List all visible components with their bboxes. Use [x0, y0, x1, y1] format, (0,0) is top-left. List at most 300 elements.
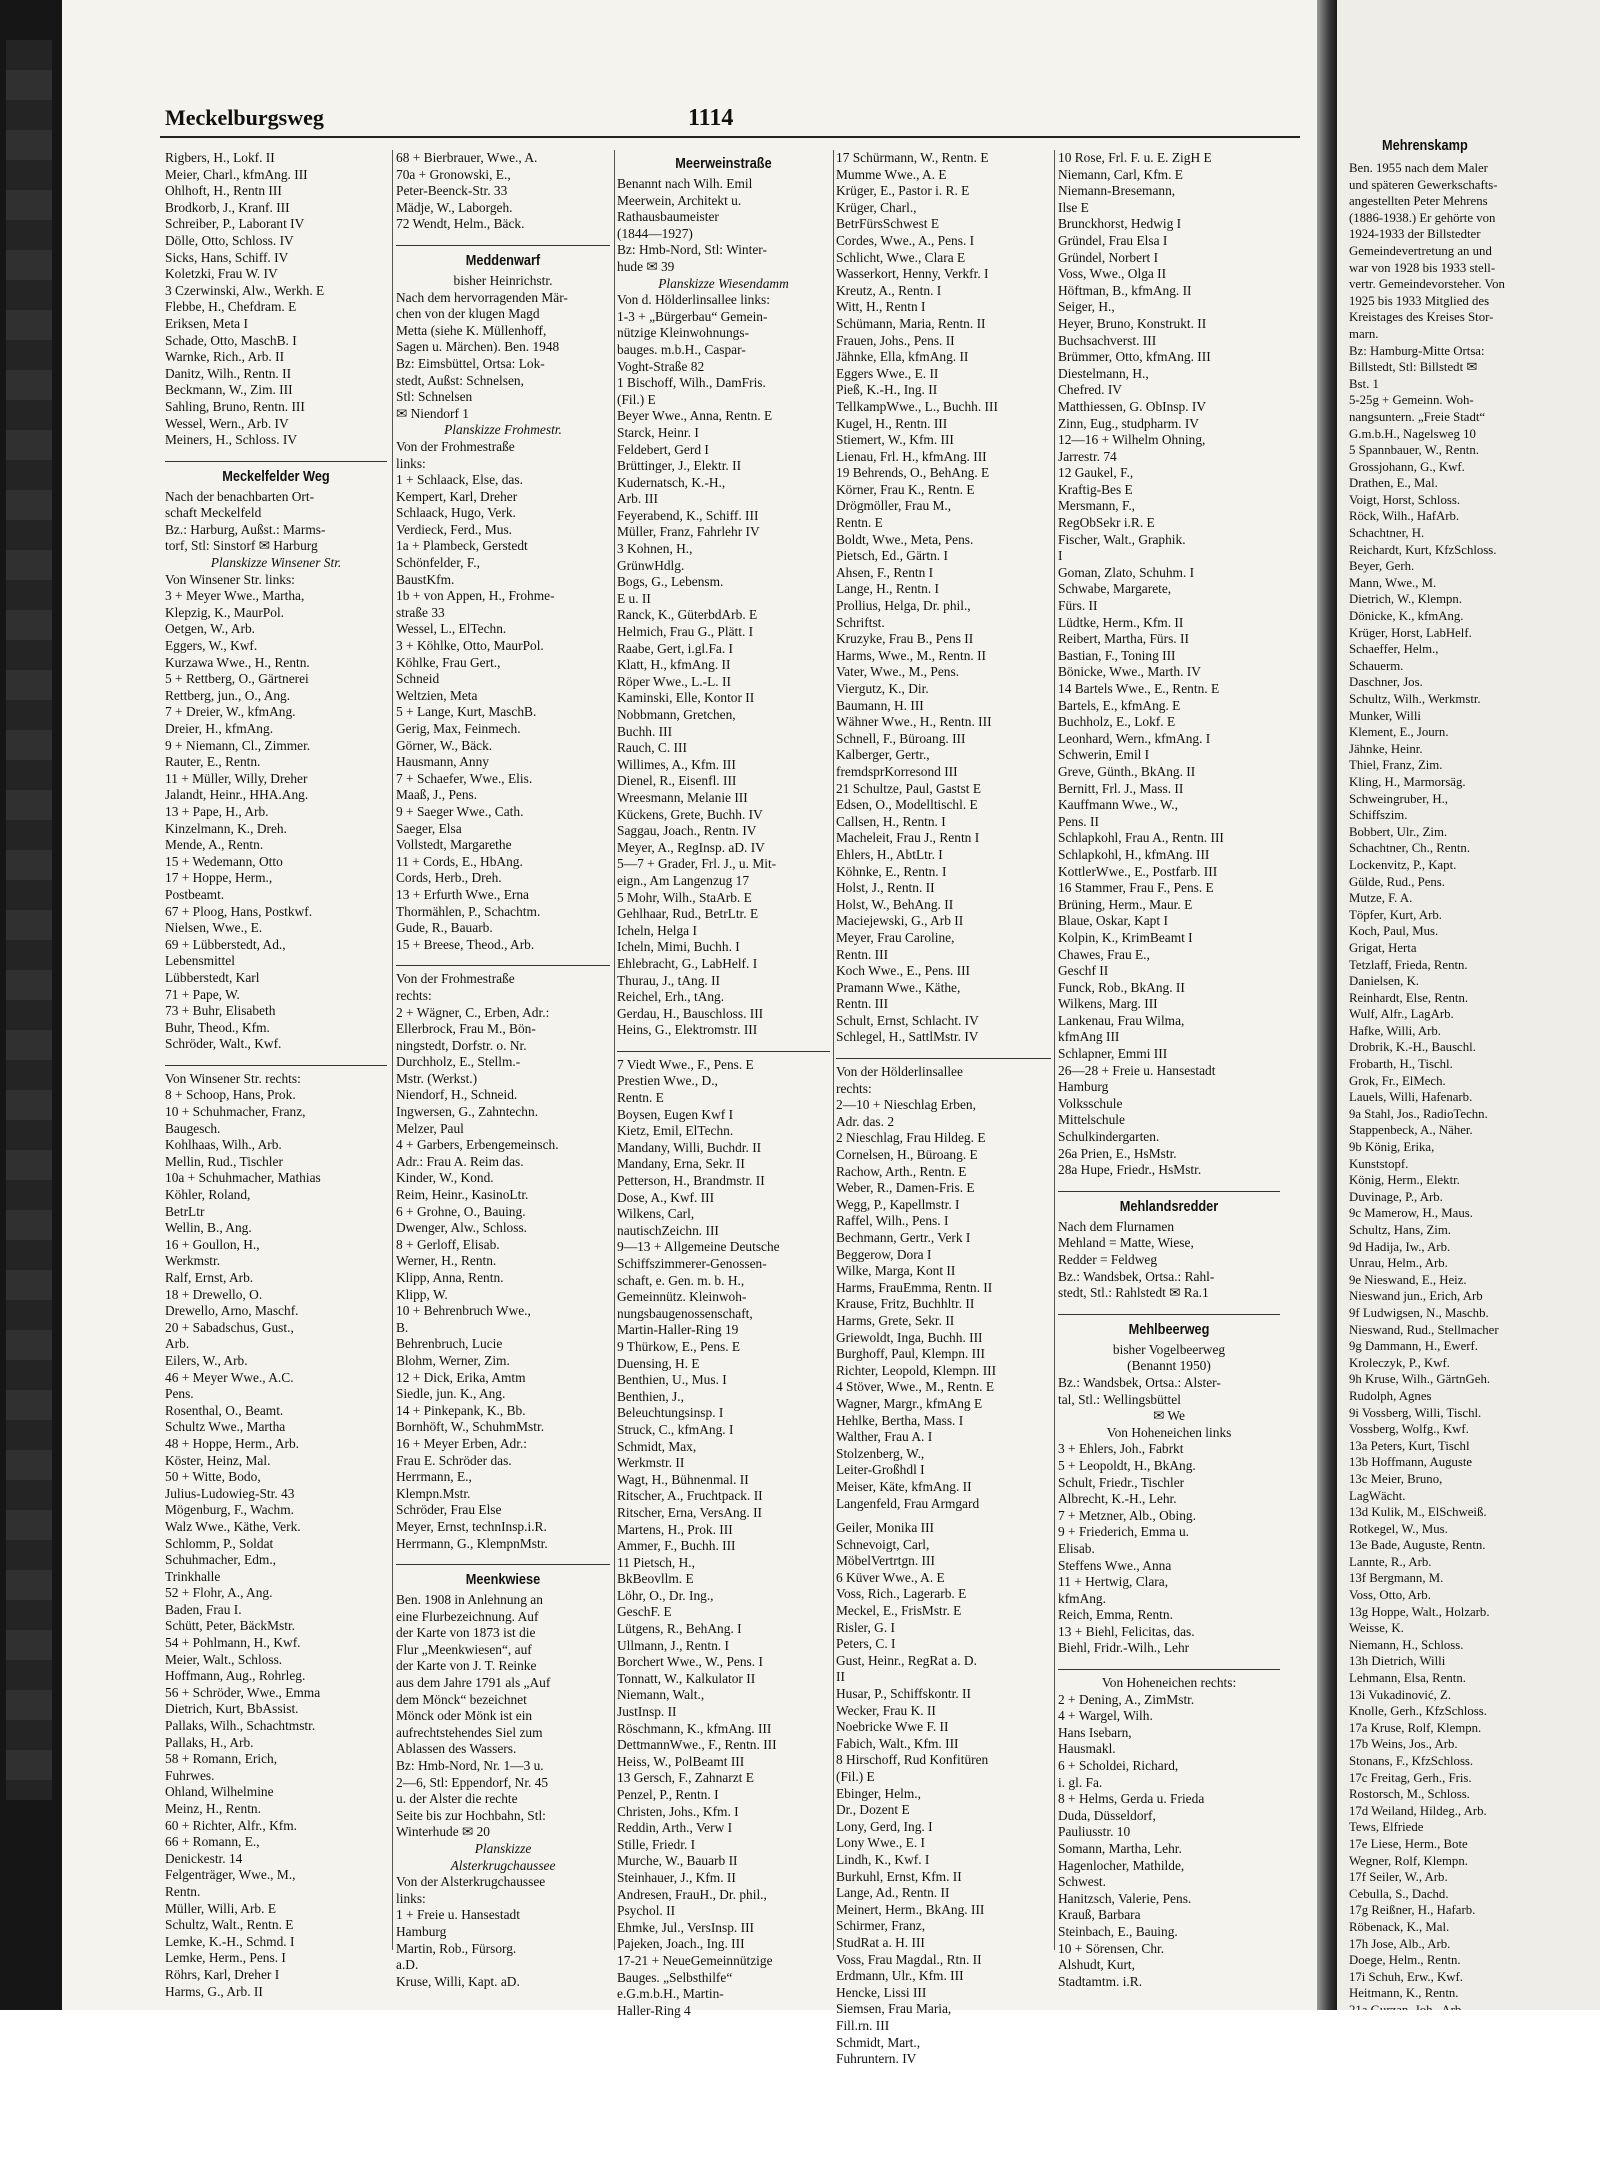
directory-line: Ullmann, J., Rentn. I: [617, 1637, 729, 1653]
centered-note: (Benannt 1950): [1127, 1358, 1211, 1374]
directory-line: Sagen u. Märchen). Ben. 1948: [396, 339, 560, 355]
directory-line: 9e Nieswand, E., Heiz.: [1349, 1272, 1467, 1287]
plan-note: Planskizze Wiesendamm: [658, 275, 789, 291]
directory-line: marn.: [1349, 326, 1379, 341]
directory-line: 48 + Hoppe, Herm., Arb.: [165, 1435, 299, 1451]
directory-line: Niendorf, H., Schneid.: [396, 1087, 518, 1103]
directory-line: 9g Dammann, H., Ewerf.: [1349, 1339, 1478, 1354]
directory-line: aus dem Jahre 1791 als „Auf: [396, 1675, 551, 1691]
plan-note: Planskizze: [474, 1841, 532, 1856]
directory-line: Nach dem hervorragenden Mär-: [396, 289, 568, 305]
directory-line: Ritscher, Erna, VersAng. II: [617, 1504, 762, 1520]
directory-line: links:: [396, 455, 426, 471]
directory-line: Müller, Willi, Arb. E: [165, 1900, 277, 1916]
directory-line: Brüning, Herm., Maur. E: [1058, 896, 1193, 912]
directory-line: Ellerbrock, Frau M., Bön-: [396, 1021, 536, 1037]
directory-line: Nieswand jun., Erich, Arb: [1349, 1289, 1483, 1304]
directory-line: Maaß, J., Pens.: [396, 787, 478, 803]
directory-line: Koch, Paul, Mus.: [1349, 924, 1439, 939]
directory-line: 16 + Meyer Erben, Adr.:: [396, 1435, 528, 1451]
directory-line: Stiemert, W., Kfm. III: [836, 432, 954, 448]
directory-line: Schultz, Wilh., Werkmstr.: [1349, 692, 1481, 706]
directory-line: Reddin, Arth., Verw I: [617, 1820, 733, 1836]
centered-note: Von Hoheneichen links: [1106, 1424, 1232, 1440]
directory-line: eine Flurbezeichnung. Auf: [396, 1608, 539, 1624]
directory-line: Mittelschule: [1058, 1112, 1125, 1128]
directory-line: Bobbert, Ulr., Zim.: [1349, 824, 1448, 839]
directory-line: Schwabe, Margarete,: [1058, 581, 1172, 597]
directory-line: Brodkorb, J., Kranf. III: [165, 199, 290, 215]
directory-line: Verdieck, Ferd., Mus.: [396, 521, 513, 537]
directory-line: der Karte von 1873 ist die: [396, 1625, 536, 1641]
directory-line: Holst, W., BehAng. II: [836, 896, 954, 912]
directory-line: Cords, Herb., Dreh.: [396, 870, 502, 886]
directory-line: Sahling, Bruno, Rentn. III: [165, 398, 305, 414]
directory-line: Dölle, Otto, Schloss. IV: [165, 232, 294, 248]
directory-line: 8 Hirschoff, Rud Konfitüren: [836, 1752, 989, 1768]
directory-line: Schönfelder, F.,: [396, 555, 480, 571]
directory-line: war von 1928 bis 1933 stell-: [1349, 260, 1496, 275]
directory-line: Dr., Dozent E: [836, 1802, 910, 1818]
directory-line: Ilse E: [1058, 199, 1089, 215]
directory-line: 17c Freitag, Gerh., Fris.: [1349, 1770, 1472, 1785]
directory-line: 9h Kruse, Wilh., GärtnGeh.: [1349, 1372, 1491, 1387]
directory-line: 11 + Müller, Willy, Dreher: [165, 770, 308, 786]
directory-line: 17g Reißner, H., Hafarb.: [1349, 1903, 1476, 1918]
thumb-index-strip: [6, 40, 52, 1800]
directory-line: stedt, Außst: Schnelsen,: [396, 372, 524, 388]
directory-line: Ben. 1955 nach dem Maler: [1349, 161, 1488, 175]
directory-line: Leonhard, Wern., kfmAng. I: [1058, 730, 1211, 746]
directory-line: Harms, FrauEmma, Rentn. II: [836, 1279, 993, 1295]
directory-line: 56 + Schröder, Wwe., Emma: [165, 1684, 321, 1700]
directory-line: Ohland, Wilhelmine: [165, 1784, 274, 1800]
directory-line: Steinbach, E., Bauing.: [1058, 1923, 1178, 1939]
directory-line: Mersmann, F.,: [1058, 498, 1136, 514]
directory-line: Benannt nach Wilh. Emil: [617, 176, 753, 191]
directory-line: Wilkens, Marg. III: [1058, 996, 1158, 1012]
directory-line: 12—16 + Wilhelm Ohning,: [1058, 432, 1206, 448]
directory-line: Geschf II: [1058, 963, 1109, 979]
directory-line: aufrechtstehendes Siel zum: [396, 1724, 543, 1740]
directory-line: (Fil.) E: [836, 1769, 875, 1784]
directory-line: 17d Weiland, Hildeg., Arb.: [1349, 1803, 1487, 1818]
directory-line: Greve, Günth., BkAng. II: [1058, 763, 1196, 779]
directory-line: Kurzawa Wwe., H., Rentn.: [165, 654, 310, 670]
directory-line: TellkampWwe., L., Buchh. III: [836, 398, 998, 414]
directory-line: Stappenbeck, A., Näher.: [1349, 1123, 1473, 1138]
directory-line: Rigbers, H., Lokf. II: [165, 150, 275, 165]
directory-line: 17i Schuh, Erw., Kwf.: [1349, 1969, 1463, 1984]
directory-line: Kugel, H., Rentn. III: [836, 415, 948, 431]
directory-line: Lange, Ad., Rentn. II: [836, 1885, 950, 1901]
directory-line: StudRat a. H. III: [836, 1934, 925, 1950]
directory-line: Langenfeld, Frau Armgard: [836, 1495, 980, 1511]
directory-line: 8 + Helms, Gerda u. Frieda: [1058, 1791, 1205, 1807]
directory-line: fremdsprKorresond III: [836, 763, 958, 779]
directory-line: Volksschule: [1058, 1095, 1123, 1111]
directory-line: 9b König, Erika,: [1349, 1140, 1435, 1155]
directory-line: Callsen, H., Rentn. I: [836, 813, 946, 829]
directory-line: Stonans, F., KfzSchloss.: [1349, 1754, 1474, 1768]
directory-line: nützige Kleinwohnungs-: [617, 325, 750, 341]
directory-line: Grigat, Herta: [1349, 940, 1417, 955]
directory-line: Postbeamt.: [165, 886, 225, 902]
directory-line: 9a Stahl, Jos., RadioTechn.: [1349, 1106, 1488, 1121]
directory-line: Meier, Walt., Schloss.: [165, 1651, 283, 1667]
section-rule: [1058, 1660, 1280, 1670]
directory-line: Schwerin, Emil I: [1058, 747, 1150, 763]
directory-line: Voght-Straße 82: [617, 358, 705, 374]
directory-line: Meyer, Ernst, technInsp.i.R.: [396, 1518, 547, 1534]
directory-line: Gülde, Rud., Pens.: [1349, 874, 1445, 889]
directory-line: Helmich, Frau G., Plätt. I: [617, 624, 754, 640]
directory-line: 9f Ludwigsen, N., Maschb.: [1349, 1305, 1489, 1320]
directory-line: DettmannWwe., F., Rentn. III: [617, 1737, 777, 1753]
directory-line: Hamburg: [396, 1923, 447, 1939]
directory-line: Tews, Elfriede: [1349, 1820, 1424, 1835]
section-rule: [836, 1049, 1051, 1059]
directory-line: Ablassen des Wassers.: [396, 1741, 517, 1757]
directory-line: Holst, J., Rentn. II: [836, 880, 935, 896]
directory-line: Niemann, Walt.,: [617, 1687, 705, 1703]
directory-line: Bz: Hmb-Nord, Stl: Winter-: [617, 242, 767, 258]
directory-line: Bornhöft, W., SchuhmMstr.: [396, 1419, 545, 1435]
directory-line: 4 Stöver, Wwe., M., Rentn. E: [836, 1379, 995, 1395]
street-heading: Meckelfelder Weg: [222, 467, 330, 485]
directory-line: Bauges. „Selbsthilfe“: [617, 1969, 733, 1985]
directory-line: Edsen, O., Modelltischl. E: [836, 797, 978, 813]
column-divider: [1054, 150, 1055, 1950]
column-5: [1058, 150, 1280, 1989]
directory-line: Thurau, J., tAng. II: [617, 972, 721, 988]
directory-line: Walz Wwe., Käthe, Verk.: [165, 1518, 301, 1534]
directory-line: 6 + Scholdei, Richard,: [1058, 1758, 1179, 1774]
directory-line: 11 + Cords, E., HbAng.: [396, 853, 523, 869]
directory-line: Flur „Meenkwiesen“, auf: [396, 1641, 532, 1657]
directory-line: Siedle, jun. K., Ang.: [396, 1386, 506, 1402]
section-rule: [1058, 1305, 1280, 1315]
directory-line: 13 + Erfurth Wwe., Erna: [396, 886, 529, 902]
directory-line: Beggerow, Dora I: [836, 1246, 932, 1262]
directory-line: Risler, G. I: [836, 1619, 895, 1635]
directory-line: 5 Spannbauer, W., Rentn.: [1349, 443, 1479, 458]
directory-line: Schuhmacher, Edm.,: [165, 1552, 277, 1568]
directory-line: 13d Kulik, M., ElSchweiß.: [1349, 1505, 1487, 1520]
column-divider: [614, 150, 615, 1950]
directory-line: Kling, H., Marmorsäg.: [1349, 774, 1466, 789]
plan-note: Planskizze Frohmestr.: [444, 422, 562, 438]
directory-line: Murche, W., Bauarb II: [617, 1853, 738, 1869]
directory-line: Willimes, A., Kfm. III: [617, 756, 736, 772]
directory-line: Meiners, H., Schloss. IV: [165, 432, 298, 448]
directory-line: tal, Stl.: Wellingsbüttel: [1058, 1391, 1181, 1407]
directory-line: 20 + Sabadschus, Gust.,: [165, 1319, 294, 1335]
directory-line: Hehlke, Bertha, Mass. I: [836, 1412, 964, 1428]
directory-line: 17h Jose, Alb., Arb.: [1349, 1936, 1451, 1951]
directory-line: Voss, Otto, Arb.: [1349, 1588, 1431, 1603]
directory-line: Werkmstr. II: [617, 1455, 685, 1471]
directory-line: JustInsp. II: [617, 1704, 677, 1720]
directory-line: Feyerabend, K., Schiff. III: [617, 507, 759, 523]
directory-line: Klepzig, K., MaurPol.: [165, 604, 285, 620]
directory-line: Kempert, Karl, Dreher: [396, 488, 518, 504]
directory-line: Pieß, K.-H., Ing. II: [836, 382, 938, 398]
next-page-fragment: [1337, 0, 1600, 2010]
directory-line: Schult, Ernst, Schlacht. IV: [836, 1012, 979, 1028]
directory-line: Klipp, W.: [396, 1286, 448, 1302]
directory-line: LagWächt.: [1349, 1488, 1406, 1503]
directory-line: Rathausbaumeister: [617, 209, 719, 225]
directory-line: Reichel, Erh., tAng.: [617, 989, 725, 1005]
directory-line: 8 + Gerloff, Elisab.: [396, 1236, 500, 1252]
column-1: [165, 150, 387, 1999]
directory-line: Griewoldt, Inga, Buchh. III: [836, 1329, 983, 1345]
directory-line: 21 Schultze, Paul, Gastst E: [836, 780, 982, 796]
directory-line: Wähner Wwe., H., Rentn. III: [836, 714, 992, 730]
directory-line: 26a Prien, E., HsMstr.: [1058, 1145, 1177, 1161]
directory-line: Schulkindergarten.: [1058, 1129, 1160, 1145]
directory-line: Icheln, Helga I: [617, 922, 697, 938]
column-divider: [833, 150, 834, 1950]
directory-line: Mögenburg, F., Wachm.: [165, 1502, 295, 1518]
directory-line: Schnevoigt, Carl,: [836, 1536, 930, 1552]
directory-line: Weber, R., Damen-Fris. E: [836, 1180, 975, 1196]
directory-line: Wecker, Frau K. II: [836, 1702, 936, 1718]
directory-line: Körner, Frau K., Rentn. E: [836, 481, 975, 497]
directory-line: 14 + Pinkepank, K., Bb.: [396, 1402, 526, 1418]
directory-line: Burghoff, Paul, Klempn. III: [836, 1346, 986, 1362]
directory-line: Harms, Wwe., M., Rentn. II: [836, 647, 986, 663]
directory-line: Kruse, Willi, Kapt. aD.: [396, 1973, 520, 1989]
directory-line: Wilkens, Carl,: [617, 1206, 695, 1222]
directory-line: 13 + Biehl, Felicitas, das.: [1058, 1623, 1195, 1639]
directory-line: Unrau, Helm., Arb.: [1349, 1256, 1448, 1271]
directory-line: 26—28 + Freie u. Hansestadt: [1058, 1062, 1216, 1078]
directory-line: Nobbmann, Gretchen,: [617, 707, 736, 722]
directory-line: Fuhrwes.: [165, 1767, 215, 1783]
directory-line: Felgenträger, Wwe., M.,: [165, 1867, 296, 1883]
directory-line: Bernitt, Frl. J., Mass. II: [1058, 780, 1184, 796]
directory-line: Wegner, Rolf, Klempn.: [1349, 1853, 1468, 1868]
directory-line: Kraftig-Bes E: [1058, 481, 1133, 497]
directory-line: rechts:: [836, 1080, 872, 1096]
directory-line: Gründel, Frau Elsa I: [1058, 232, 1168, 248]
directory-line: Schriftst.: [836, 614, 885, 630]
directory-line: Ohlhoft, H., Rentn III: [165, 183, 282, 199]
directory-line: chen von der klugen Magd: [396, 306, 540, 322]
directory-line: Somann, Martha, Lehr.: [1058, 1841, 1182, 1856]
directory-line: Penzel, P., Rentn. I: [617, 1787, 719, 1802]
directory-line: 2 + Dening, A., ZimMstr.: [1058, 1691, 1195, 1707]
directory-line: Röschmann, K., kfmAng. III: [617, 1720, 772, 1736]
directory-line: Kietz, Emil, ElTechn.: [617, 1123, 734, 1139]
directory-line: rechts:: [396, 987, 432, 1003]
scan-left-edge: [0, 0, 62, 2010]
directory-line: Denickestr. 14: [165, 1850, 243, 1866]
directory-line: Beleuchtungsinsp. I: [617, 1405, 724, 1421]
directory-line: Pallaks, Wilh., Schachtmstr.: [165, 1718, 316, 1734]
directory-line: Petterson, H., Brandmstr. II: [617, 1173, 765, 1189]
directory-line: Mumme Wwe., A. E: [836, 166, 947, 182]
directory-line: Bz.: Wandsbek, Ortsa.: Rahl-: [1058, 1268, 1215, 1284]
directory-line: Munker, Willi: [1349, 708, 1421, 723]
section-rule: [617, 1042, 830, 1052]
directory-line: Görner, W., Bäck.: [396, 737, 493, 753]
directory-line: der Karte von J. T. Reinke: [396, 1658, 537, 1674]
directory-line: Kalberger, Gertr.,: [836, 747, 930, 763]
directory-line: 2 Nieschlag, Frau Hildeg. E: [836, 1130, 986, 1146]
directory-line: Gründel, Norbert I: [1058, 249, 1159, 265]
directory-line: 1 Bischoff, Wilh., DamFris.: [617, 375, 766, 391]
directory-line: (1886-1938.) Er gehörte von: [1349, 210, 1496, 225]
directory-line: Eggers Wwe., E. II: [836, 365, 939, 381]
section-rule: [1058, 1182, 1280, 1192]
book-gutter: [1317, 0, 1337, 2010]
directory-line: Richter, Leopold, Klempn. III: [836, 1362, 997, 1378]
directory-line: 17a Kruse, Rolf, Klempn.: [1349, 1720, 1482, 1735]
directory-line: Jalandt, Heinr., HHA.Ang.: [165, 787, 309, 803]
directory-line: 68 + Bierbrauer, Wwe., A.: [396, 150, 538, 165]
directory-line: Wagner, Margr., kfmAng E: [836, 1395, 983, 1411]
directory-line: Peter-Beenck-Str. 33: [396, 183, 508, 199]
directory-line: Schirmer, Franz,: [836, 1918, 926, 1934]
directory-line: 1a + Plambeck, Gerstedt: [396, 538, 528, 554]
directory-line: 5 + Rettberg, O., Gärtnerei: [165, 671, 309, 687]
column-4: [836, 150, 1051, 2067]
directory-line: Lübberstedt, Karl: [165, 969, 260, 985]
directory-line: nungsbaugenossenschaft,: [617, 1305, 753, 1321]
directory-line: Ingwersen, G., Zahntechn.: [396, 1104, 539, 1120]
directory-line: Stille, Friedr. I: [617, 1836, 696, 1852]
directory-line: Cebulla, S., Dachd.: [1349, 1886, 1449, 1901]
directory-line: Schiffszim.: [1349, 808, 1408, 823]
directory-line: Benthien, U., Mus. I: [617, 1372, 727, 1388]
directory-line: Sicks, Hans, Schiff. IV: [165, 249, 289, 265]
directory-line: Pietsch, Ed., Gärtn. I: [836, 548, 948, 564]
directory-line: Heins, G., Elektromstr. III: [617, 1022, 758, 1038]
directory-line: Rosenthal, O., Beamt.: [165, 1402, 284, 1418]
directory-line: Psychol. II: [617, 1903, 676, 1919]
directory-line: Lockenvitz, P., Kapt.: [1349, 857, 1457, 872]
directory-line: Krüger, E., Pastor i. R. E: [836, 183, 970, 199]
directory-line: Baden, Frau I.: [165, 1601, 242, 1617]
directory-line: Kauffmann Wwe., W.,: [1058, 797, 1178, 813]
directory-line: Kunststopf.: [1349, 1156, 1409, 1171]
directory-line: Martens, H., Prok. III: [617, 1521, 733, 1537]
directory-line: Jähnke, Heinr.: [1349, 741, 1423, 756]
directory-line: Zinn, Eug., studpharm. IV: [1058, 415, 1199, 431]
directory-line: straße 33: [396, 604, 445, 620]
directory-line: Hafke, Willi, Arb.: [1349, 1023, 1442, 1038]
directory-line: Walther, Frau A. I: [836, 1429, 933, 1445]
directory-line: Gemeindevertretung an und: [1349, 243, 1492, 258]
directory-line: Schachtner, Ch., Rentn.: [1349, 841, 1471, 856]
directory-line: a.D.: [396, 1957, 419, 1973]
directory-line: Adr. das. 2: [836, 1113, 895, 1129]
directory-line: Ehlers, H., AbtLtr. I: [836, 846, 943, 862]
directory-line: Brunckhorst, Hedwig I: [1058, 216, 1182, 232]
directory-line: Rudolph, Agnes: [1349, 1388, 1432, 1403]
directory-line: 14 Bartels Wwe., E., Rentn. E: [1058, 681, 1220, 696]
directory-line: Lebensmittel: [165, 953, 235, 969]
directory-line: Hencke, Lissi III: [836, 1984, 927, 2000]
directory-line: angestellten Peter Mehrens: [1349, 194, 1488, 209]
directory-line: 8 + Schoop, Hans, Prok.: [165, 1087, 296, 1103]
directory-line: nautischZeichn. III: [617, 1222, 719, 1238]
centered-note: bisher Vogelbeerweg: [1112, 1341, 1226, 1357]
directory-line: Steinhauer, J., Kfm. II: [617, 1869, 736, 1885]
directory-line: Feldebert, Gerd I: [617, 441, 709, 457]
street-heading: Mehlbeerweg: [1128, 1320, 1210, 1338]
directory-line: Grok, Fr., ElMech.: [1349, 1073, 1446, 1088]
directory-line: Lemke, K.-H., Schmd. I: [165, 1933, 295, 1949]
directory-line: 19 Behrends, O., BehAng. E: [836, 465, 990, 481]
directory-line: Pramann Wwe., Käthe,: [836, 979, 961, 995]
directory-line: Danitz, Wilh., Rentn. II: [165, 365, 292, 381]
directory-line: 50 + Witte, Bodo,: [165, 1469, 261, 1485]
section-rule: [165, 1056, 387, 1066]
directory-line: Duvinage, P., Arb.: [1349, 1189, 1443, 1204]
directory-line: Ahsen, F., Rentn I: [836, 564, 934, 580]
directory-line: Kohlhaas, Wilh., Arb.: [165, 1137, 282, 1153]
column-3: [617, 150, 830, 2018]
directory-line: Weisse, K.: [1349, 1621, 1404, 1636]
directory-line: Drewello, Arno, Maschf.: [165, 1303, 299, 1319]
directory-line: Lindh, K., Kwf. I: [836, 1851, 930, 1867]
directory-line: Schlaack, Hugo, Verk.: [396, 505, 516, 521]
directory-line: Matthiessen, G. ObInsp. IV: [1058, 398, 1207, 414]
directory-line: Meyer, Frau Caroline,: [836, 929, 955, 945]
directory-line: 58 + Romann, Erich,: [165, 1751, 278, 1767]
directory-line: Burkuhl, Ernst, Kfm. II: [836, 1868, 962, 1884]
directory-line: schaft, e. Gen. m. b. H.,: [617, 1272, 745, 1288]
directory-line: 15 + Wedemann, Otto: [165, 853, 283, 869]
directory-line: Von Winsener Str. rechts:: [165, 1070, 301, 1086]
directory-line: Blohm, Werner, Zim.: [396, 1352, 510, 1368]
directory-line: Schade, Otto, MaschB. I: [165, 332, 297, 348]
directory-line: 67 + Ploog, Hans, Postkwf.: [165, 903, 313, 919]
directory-line: 6 + Grohne, O., Bauing.: [396, 1203, 526, 1219]
plan-note: Planskizze Winsener Str.: [210, 555, 342, 571]
directory-line: Meier, Charl., kfmAng. III: [165, 166, 308, 182]
directory-line: Viergutz, K., Dir.: [836, 681, 929, 696]
directory-line: Schreiber, P., Laborant IV: [165, 216, 305, 232]
directory-line: Wilke, Marga, Kont II: [836, 1263, 956, 1279]
directory-line: 7 + Metzner, Alb., Obing.: [1058, 1507, 1196, 1523]
directory-line: Werner, H., Rentn.: [396, 1253, 497, 1269]
directory-line: Haller-Ring 4: [617, 2002, 691, 2018]
directory-line: Voss, Rich., Lagerarb. E: [836, 1586, 967, 1602]
directory-line: Voss, Wwe., Olga II: [1058, 266, 1167, 282]
directory-line: Klempn.Mstr.: [396, 1485, 471, 1501]
directory-line: 5 + Leopoldt, H., BkAng.: [1058, 1457, 1196, 1473]
directory-line: Martin-Haller-Ring 19: [617, 1322, 739, 1338]
directory-line: 73 + Buhr, Elisabeth: [165, 1003, 276, 1019]
directory-line: Fuhruntern. IV: [836, 2051, 917, 2067]
directory-line: Prestien Wwe., D.,: [617, 1073, 718, 1089]
directory-line: 5 Mohr, Wilh., StaArb. E: [617, 889, 752, 905]
directory-line: Ritscher, A., Fruchtpack. II: [617, 1488, 763, 1504]
directory-line: I: [1058, 548, 1063, 564]
street-heading: Meenkwiese: [465, 1571, 541, 1589]
directory-line: 13h Dietrich, Willi: [1349, 1654, 1446, 1669]
directory-line: 10 + Sörensen, Chr.: [1058, 1940, 1165, 1956]
directory-line: 1 + Freie u. Hansestadt: [396, 1907, 520, 1923]
section-rule: [396, 956, 610, 966]
header-rule: [160, 136, 1300, 138]
directory-line: Starck, Heinr. I: [617, 424, 699, 440]
